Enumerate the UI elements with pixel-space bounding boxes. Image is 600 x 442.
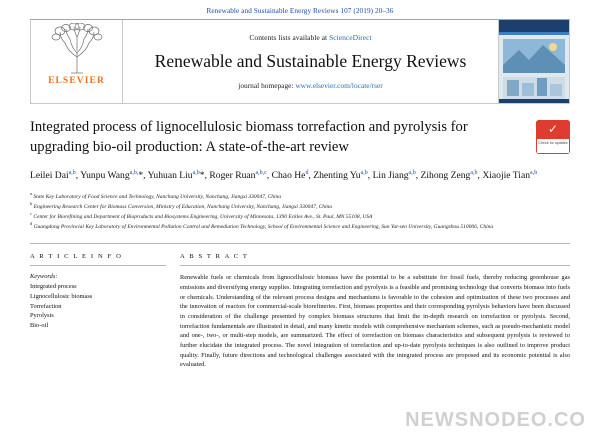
- keyword-item: Pyrolysis: [30, 312, 54, 320]
- abstract-column: [180, 253, 570, 369]
- affiliation-item: $^b$ Engineering Research Center for Biomass Conversion, Ministry of Education, Nanchang University, Nanchang, Jiangxi 330047, China: [30, 201, 333, 211]
- keyword-item: Bio-oil: [30, 321, 49, 329]
- cover-artwork: [499, 20, 569, 103]
- crossmark-label: Check for updates: [536, 139, 570, 154]
- affiliation-item: $^a$ State Key Laboratory of Food Science and Technology, Nanchang University, Nanchang, Jiangxi 330047, China: [30, 191, 282, 200]
- info-abstract-columns: [30, 253, 570, 369]
- contents-line: [249, 33, 371, 42]
- page-title: Integrated process of lignocellulosic biomass torrefaction and pyrolysis for upgrading bio-oil production: A state-of-the-art review: [30, 119, 468, 155]
- journal-cover-thumbnail: [498, 20, 569, 103]
- journal-masthead: [30, 20, 570, 104]
- section-divider: [30, 243, 570, 244]
- abstract-heading: A B S T R A C T: [180, 253, 249, 261]
- title-block: [30, 118, 570, 157]
- author-list: Leilei Dai$^{a,b}$, Yunpu Wang$^{a,b,}$*, Yuhuan Liu$^{a,b}$*, Roger Ruan$^{a,b,c}$, Chao He$^d$, Zhenting Yu$^{a,b}$, Lin Jiang$^{a,b}$, Zihong Zeng$^{a,b}$, Xiaojie Tian$^{a,b}$: [30, 170, 538, 182]
- keywords-label: Keywords:: [30, 273, 58, 281]
- affiliation-list: [30, 191, 570, 231]
- affiliation-item: $^d$ Guangdong Provincial Key Laboratory of Environmental Pollution Control and Remediation Technology, School of Environmental Science and Engineering, Sun Yat-sen University, Guangzhou 510006, China: [30, 221, 494, 231]
- elsevier-tree-icon: [45, 23, 109, 75]
- sciencedirect-link[interactable]: ScienceDirect: [329, 33, 372, 42]
- keyword-item: Lignocellulosic biomass: [30, 293, 93, 301]
- running-head: Renewable and Sustainable Energy Reviews 107 (2019) 20–36: [206, 7, 394, 15]
- keyword-item: Torrefaction: [30, 302, 62, 310]
- affiliation-item: $^c$ Center for Biorefining and Department of Bioproducts and Biosystems Engineering, University of Minnesota, 1390 Eckles Ave., St. Paul, MN 55108, USA: [30, 211, 373, 221]
- article-info-heading: A R T I C L E I N F O: [30, 253, 123, 261]
- homepage-prefix: journal homepage:: [238, 81, 296, 90]
- crossmark-badge[interactable]: [536, 120, 570, 154]
- article-info-rule: [30, 265, 166, 266]
- keywords-list: [30, 282, 166, 330]
- watermark: NEWSNODEO.CO: [405, 409, 586, 431]
- masthead-center: [123, 20, 498, 103]
- journal-title: Renewable and Sustainable Energy Reviews: [154, 51, 467, 71]
- contents-prefix: Contents lists available at: [249, 33, 330, 42]
- crossmark-check-icon: ✓: [536, 120, 570, 139]
- homepage-line: [238, 81, 382, 90]
- publisher-logo: [31, 20, 123, 103]
- publisher-name: ELSEVIER: [48, 76, 105, 86]
- article-info-column: [30, 253, 180, 369]
- journal-homepage-link[interactable]: www.elsevier.com/locate/rser: [295, 81, 383, 90]
- abstract-text: Renewable fuels or chemicals from lignocellulosic biomass have the potential to be a substitute for fossil fuels, thereby reducing greenhouse gas emissions and diversifying energy supplies. Integrating torrefaction and pyrolysis is a feasible and promising technology that converts biomass into fuels or chemicals. Understanding of the relevant process designs and mechanisms is favorable to the cohesion and optimization of these two processes and the innovation of reactors for commercial-scale biorefineries. First, biomass properties and their corresponding pyrolysis behaviors have been discussed in consideration of the challenge presented by complex biomass structures that limit the in-depth research on torrefaction or pyrolysis. Second, torrefaction fundamentals are illustrated in detail, and many kinetic models with comprehensive mechanism schemes, such as pseudo-mechanistic model and one-, two-, or multi-step models, are summarized. The effect of torrefaction on biomass characteristics and subsequent pyrolysis is reviewed to further elucidate the integrated process. The novel integration of torrefaction and up-to-date pyrolysis techniques is also outlined to improve product quality. Finally, future directions and technological challenges associated with the integrated process are proposed and its economic potential is also evaluated.: [180, 274, 570, 369]
- abstract-rule: [180, 265, 570, 266]
- keyword-item: Integrated process: [30, 283, 77, 291]
